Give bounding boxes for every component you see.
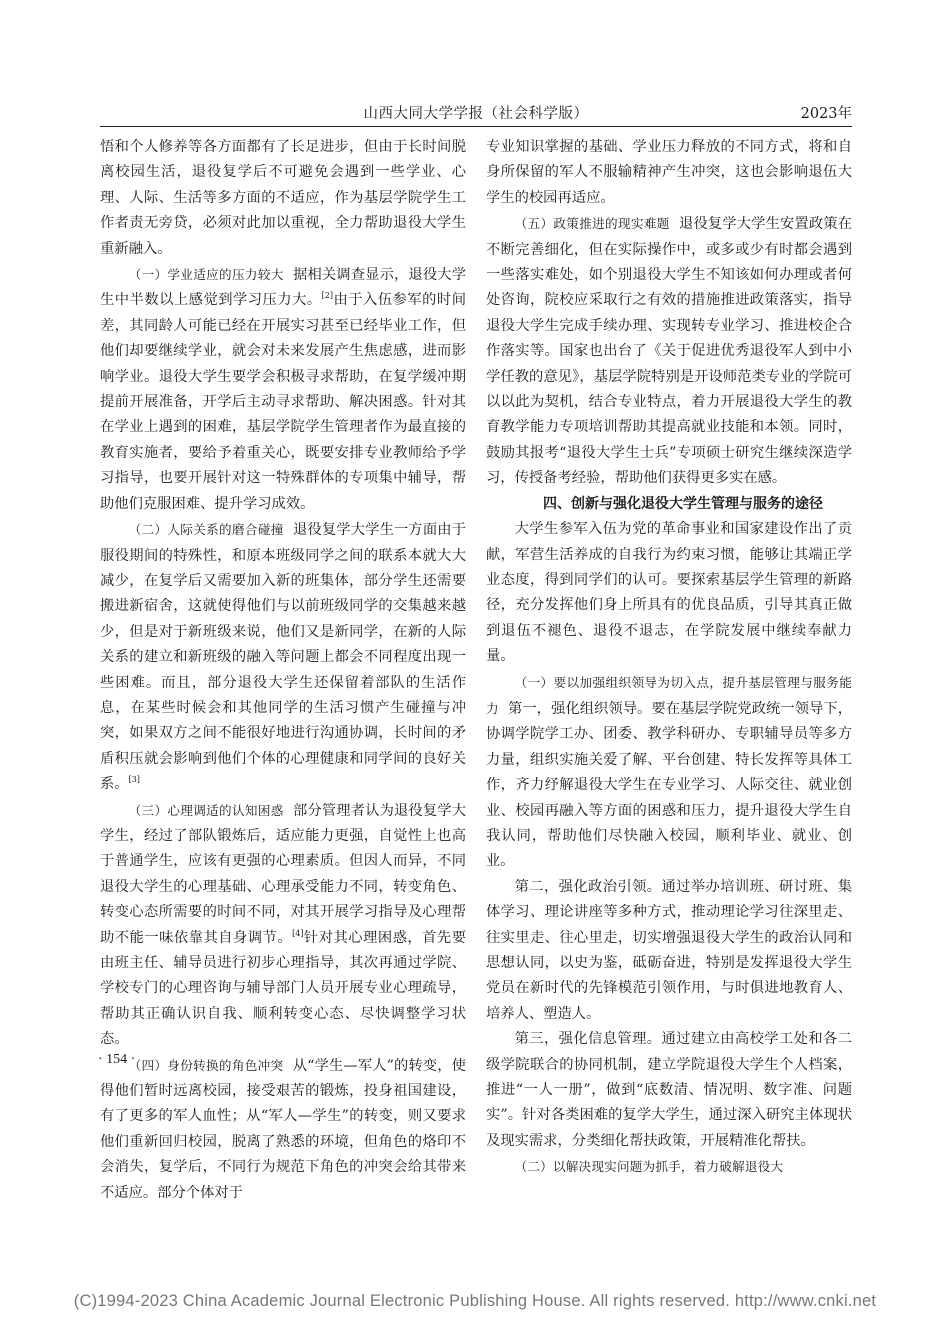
paragraph-continued: 专业知识掌握的基础、学业压力释放的不同方式，将和自身所保留的军人不服输精神产生冲突，这也会影响退伍大学生的校园再适应。: [486, 139, 852, 206]
subsection-leadership: [486, 670, 852, 875]
subsection-policy: [486, 211, 852, 491]
paragraph-text: 据相关调查显示，退役大学生中半数以上感觉到学习压力大。: [100, 267, 467, 309]
subsection-title: （三）心理调适的认知困惑: [128, 802, 284, 818]
journal-title: 山西大同大学学报（社会科学版）: [363, 106, 589, 122]
paragraph-continued: 悟和个人修养等各方面都有了长足进步，但由于长时间脱离校园生活，退役复学后不可避免会遇到一些学业、心理、人际、生活等多方面的不适应，作为基层学院学生工作者责无旁贷，必须对此加以重视，全力帮助退役大学生重新融入。: [100, 139, 466, 257]
page-number: · 154 ·: [98, 1052, 136, 1067]
right-column: [486, 135, 852, 1181]
left-column: [100, 135, 466, 1206]
paragraph-text: 第一，强化组织领导。要在基层学院党政统一领导下，协调学院学工办、团委、教学科研办、专职辅导员等多方力量，组织实施关爱了解、平台创建、特长发挥等具体工作，齐力纾解退役大学生在专业学习、人际交往、就业创业、校园再融入等方面的困惑和压力，提升退役大学生自我认同，帮助他们尽快融入校园，顺利毕业、就业、创业。: [486, 700, 853, 870]
paragraph-text: 退役复学大学生安置政策在不断完善细化，但在实际操作中，或多或少有时都会遇到一些落实难处，如个别退役大学生不知该如何办理或者何处咨询，院校应采取行之有效的措施推进政策落实，指导退役大学生完成手续办理、实现转专业学习、推进校企合作落实等。国家也出台了《关于促进优秀退役军人到中小学任教的意见》，基层学院特别是开设师范类专业的学院可以以此为契机，结合专业特点，着力开展退役大学生的教育教学能力专项培训帮助其提高就业技能和本领。同时，鼓励其报考“退役大学生士兵”专项硕士研究生继续深造学习，传授备考经验，帮助他们获得更多实在感。: [486, 216, 853, 487]
subsection-title: （五）政策推进的现实难题: [514, 216, 670, 232]
subsection-title: （二）人际关系的磨合碰撞: [128, 522, 284, 538]
subsection-practical: [486, 1154, 852, 1180]
paragraph: 第三，强化信息管理。通过建立由高校学工处和各二级学院联合的协同机制，建立学院退役大学生个人档案，推进“一人一册”，做到“底数清、情况明、数字准、问题实”。针对各类困难的复学大学生，通过深入研究主体现状及现实需求，分类细化帮扶政策，开展精准化帮扶。: [486, 1031, 852, 1149]
citation-ref: [4]: [292, 928, 304, 938]
paragraph-text: 由于入伍参军的时间差，其同龄人可能已经在开展实习甚至已经毕业工作，但他们却要继续学业，就会对未来发展产生焦虑感，进而影响学业。退役大学生要学会积极寻求帮助，在复学缓冲期提前开展准备，开学后主动寻求帮助、解决困惑。针对其在学业上遇到的困难，基层学院学生管理者作为最直接的教育实施者，要给予着重关心，既要安排专业教师给予学习指导，也要开展针对这一特殊群体的专项集中辅导，帮助他们克服困难、提升学习成效。: [100, 292, 467, 512]
paragraph: 大学生参军入伍为党的革命事业和国家建设作出了贡献，军营生活养成的自我行为约束习惯，能够让其端正学业态度，得到同学们的认可。要探索基层学生管理的新路径，充分发挥他们身上所具有的优良品质，引导其真正做到退伍不褪色、退役不退志，在学院发展中继续奉献力量。: [486, 521, 852, 665]
subsection-title: （四）身份转换的角色冲突: [128, 1057, 284, 1073]
subsection-title: （一）要以加强组织领导为切入点，提升基层管理与服务能力: [486, 674, 852, 716]
subsection-title: （二）以解决现实问题为抓手，着力破解退役大: [514, 1159, 784, 1175]
section-heading: 四、创新与强化退役大学生管理与服务的途径: [543, 495, 823, 512]
citation-ref: [3]: [128, 775, 140, 785]
journal-year: 2023年: [800, 106, 852, 122]
subsection-title: （一）学业适应的压力较大: [128, 267, 284, 283]
paragraph-text: 部分管理者认为退役复学大学生，经过了部队锻炼后，适应能力更强，自觉性上也高于普通学生，应该有更强的心理素质。但因人而异，不同退役大学生的心理基础、心理承受能力不同，转变角色、转变心态所需要的时间不同，对其开展学习指导及心理帮助不能一味依靠其自身调节。: [100, 802, 467, 946]
copyright-footer: (C)1994-2023 China Academic Journal Electronic Publishing House. All rights reserved. http://www.cnki.net: [73, 1292, 877, 1310]
subsection-academic: [100, 262, 466, 517]
paragraph-text: 退役复学大学生一方面由于服役期间的特殊性，和原本班级同学之间的联系本就大大减少，在复学后又需要加入新的班集体，部分学生还需要搬进新宿舍，这就使得他们与以前班级同学的交集越来越少，但是对于新班级来说，他们又是新同学，在新的人际关系的建立和新班级的融入等问题上都会不同程度出现一些困难。而且，部分退役大学生还保留着部队的生活作息，在某些时候会和其他同学的生活习惯产生碰撞与冲突，如果双方之间不能很好地进行沟通协调，长时间的矛盾积压就会影响到他们个体的心理健康和同学间的良好关系。: [100, 522, 467, 793]
paragraph: 第二，强化政治引领。通过举办培训班、研讨班、集体学习、理论讲座等多种方式，推动理论学习往深里走、往实里走、往心里走，切实增强退役大学生的政治认同和思想认同，以史为鉴，砥砺奋进，特别是发挥退役大学生党员在新时代的先锋模范引领作用，与时俱进地教育人、培养人、塑造人。: [486, 878, 852, 1022]
running-header: [100, 100, 852, 127]
subsection-psychological: [100, 798, 466, 1053]
subsection-interpersonal: [100, 517, 466, 797]
paragraph-text: 针对其心理困惑，首先要由班主任、辅导员进行初步心理指导，其次再通过学院、学校专门的心理咨询与辅导部门人员开展专业心理疏导，帮助其正确认识自我、顺利转变心态、尽快调整学习状态。: [100, 929, 467, 1048]
subsection-identity: [100, 1053, 466, 1206]
paragraph-text: 从“学生—军人”的转变，使得他们暂时远离校园，接受艰苦的锻炼，投身祖国建设，有了更多的军人血性；从“军人—学生”的转变，则又要求他们重新回归校园，脱离了熟悉的环境，但角色的烙印不会消失，复学后，不同行为规范下角色的冲突会给其带来不适应。部分个体对于: [100, 1057, 466, 1201]
citation-ref: [2]: [321, 291, 334, 301]
